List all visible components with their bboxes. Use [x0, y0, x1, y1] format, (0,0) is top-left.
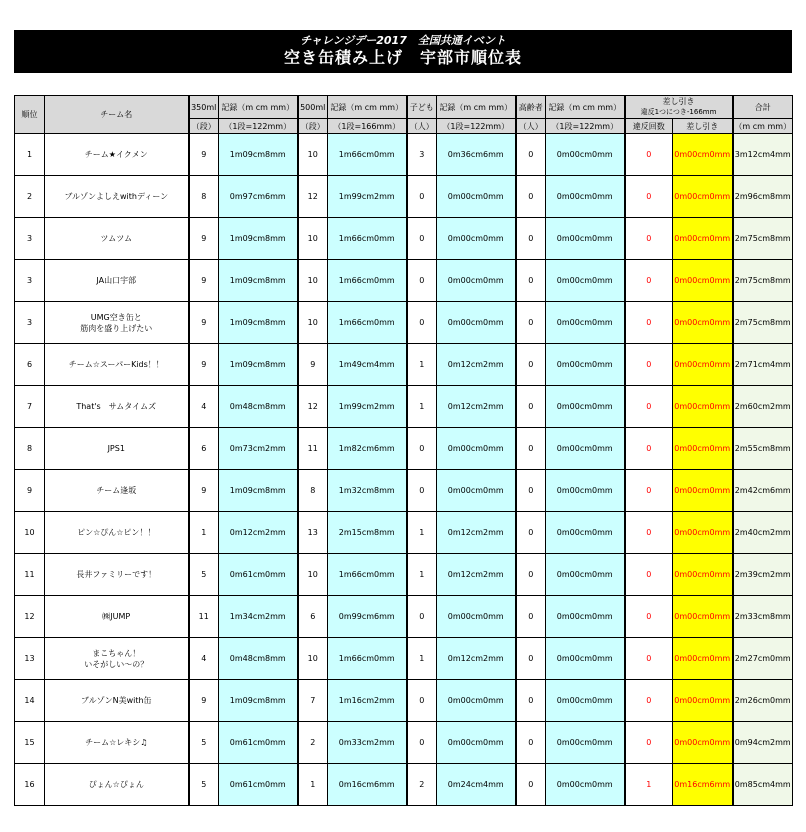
- team-name-cell: [45, 218, 189, 260]
- violations-cell: 0: [625, 428, 673, 470]
- record-500-cell: 1m66cm0mm: [328, 134, 407, 176]
- total-cell: 2m55cm8mm: [733, 428, 793, 470]
- kids-cell: 0: [407, 680, 437, 722]
- team-name-cell: [45, 302, 189, 344]
- cans-350-cell: 9: [189, 260, 219, 302]
- senior-cell: 0: [516, 386, 546, 428]
- team-name-cell: [45, 428, 189, 470]
- record-350-cell: 0m61cm0mm: [219, 722, 298, 764]
- record-kids-cell: 0m00cm0mm: [437, 596, 516, 638]
- kids-cell: 2: [407, 764, 437, 806]
- cans-500-cell: 11: [298, 428, 328, 470]
- table-row: [15, 302, 793, 344]
- table-row: [15, 680, 793, 722]
- team-name-line: ブルゾンよしえwithディーン: [64, 192, 169, 201]
- col-rank-header: 順位: [15, 96, 45, 134]
- record-kids-cell: 0m12cm2mm: [437, 554, 516, 596]
- deduct-cell: 0m00cm0mm: [673, 260, 733, 302]
- kids-cell: 1: [407, 638, 437, 680]
- kids-cell: 1: [407, 512, 437, 554]
- kids-cell: 0: [407, 218, 437, 260]
- col-350-unit: （段）: [189, 119, 219, 134]
- total-cell: 2m75cm8mm: [733, 260, 793, 302]
- record-kids-cell: 0m00cm0mm: [437, 722, 516, 764]
- deduct-cell: 0m16cm6mm: [673, 764, 733, 806]
- senior-cell: 0: [516, 134, 546, 176]
- table-row: [15, 344, 793, 386]
- col-reckids-unit: （1段=122mm）: [437, 119, 516, 134]
- cans-350-cell: 5: [189, 554, 219, 596]
- record-kids-cell: 0m00cm0mm: [437, 680, 516, 722]
- col-recsenior-unit: （1段=122mm）: [546, 119, 625, 134]
- senior-cell: 0: [516, 554, 546, 596]
- col-deduct-group-header: [625, 96, 733, 119]
- team-name-line: ぴょん☆ぴょん: [88, 780, 144, 789]
- team-name-cell: [45, 764, 189, 806]
- cans-500-cell: 12: [298, 386, 328, 428]
- cans-500-cell: 10: [298, 638, 328, 680]
- table-row: [15, 512, 793, 554]
- rank-cell: 1: [15, 134, 45, 176]
- violations-cell: 0: [625, 554, 673, 596]
- rank-cell: 7: [15, 386, 45, 428]
- record-500-cell: 1m66cm0mm: [328, 554, 407, 596]
- rank-cell: 3: [15, 302, 45, 344]
- record-500-cell: 1m66cm0mm: [328, 260, 407, 302]
- deduct-cell: 0m00cm0mm: [673, 302, 733, 344]
- rank-cell: 13: [15, 638, 45, 680]
- senior-cell: 0: [516, 428, 546, 470]
- cans-350-cell: 9: [189, 344, 219, 386]
- cans-350-cell: 11: [189, 596, 219, 638]
- violations-cell: 0: [625, 134, 673, 176]
- total-cell: 2m33cm8mm: [733, 596, 793, 638]
- rank-cell: 11: [15, 554, 45, 596]
- cans-500-cell: 8: [298, 470, 328, 512]
- rank-cell: 14: [15, 680, 45, 722]
- senior-cell: 0: [516, 680, 546, 722]
- cans-500-cell: 13: [298, 512, 328, 554]
- violations-cell: 0: [625, 512, 673, 554]
- cans-350-cell: 8: [189, 176, 219, 218]
- team-name-cell: [45, 470, 189, 512]
- violations-cell: 0: [625, 386, 673, 428]
- senior-cell: 0: [516, 302, 546, 344]
- cans-500-cell: 7: [298, 680, 328, 722]
- team-name-cell: [45, 260, 189, 302]
- deduct-cell: 0m00cm0mm: [673, 176, 733, 218]
- col-recsenior-header: 記録（m cm mm）: [546, 96, 625, 119]
- record-500-cell: 1m49cm4mm: [328, 344, 407, 386]
- record-senior-cell: 0m00cm0mm: [546, 260, 625, 302]
- deduct-cell: 0m00cm0mm: [673, 218, 733, 260]
- cans-350-cell: 5: [189, 764, 219, 806]
- rank-cell: 6: [15, 344, 45, 386]
- violations-cell: 0: [625, 176, 673, 218]
- deduct-cell: 0m00cm0mm: [673, 638, 733, 680]
- team-name-line: チーム☆レキシ♫: [85, 738, 148, 747]
- cans-350-cell: 9: [189, 680, 219, 722]
- total-cell: 3m12cm4mm: [733, 134, 793, 176]
- senior-cell: 0: [516, 260, 546, 302]
- record-senior-cell: 0m00cm0mm: [546, 638, 625, 680]
- kids-cell: 1: [407, 386, 437, 428]
- page-title: 空き缶積み上げ 宇部市順位表: [283, 48, 522, 67]
- cans-500-cell: 10: [298, 134, 328, 176]
- team-name-cell: [45, 344, 189, 386]
- senior-cell: 0: [516, 512, 546, 554]
- team-name-cell: [45, 596, 189, 638]
- deduct-cell: 0m00cm0mm: [673, 134, 733, 176]
- team-name-line: JPS1: [107, 444, 125, 453]
- table-row: [15, 428, 793, 470]
- header-row-top: [15, 96, 793, 119]
- table-row: [15, 554, 793, 596]
- cans-500-cell: 1: [298, 764, 328, 806]
- record-500-cell: 0m99cm6mm: [328, 596, 407, 638]
- team-name-line: ㈱JUMP: [102, 612, 131, 621]
- total-cell: 2m96cm8mm: [733, 176, 793, 218]
- team-name-cell: [45, 386, 189, 428]
- team-name-cell: [45, 134, 189, 176]
- rank-cell: 2: [15, 176, 45, 218]
- cans-350-cell: 9: [189, 218, 219, 260]
- record-senior-cell: 0m00cm0mm: [546, 386, 625, 428]
- team-name-line: 筋肉を盛り上げたい: [80, 323, 153, 333]
- col-violations-header: 違反回数: [625, 119, 673, 134]
- rank-cell: 16: [15, 764, 45, 806]
- table-row: [15, 764, 793, 806]
- violations-cell: 0: [625, 680, 673, 722]
- kids-cell: 0: [407, 260, 437, 302]
- record-500-cell: 1m99cm2mm: [328, 176, 407, 218]
- record-senior-cell: 0m00cm0mm: [546, 722, 625, 764]
- violations-cell: 0: [625, 344, 673, 386]
- cans-500-cell: 9: [298, 344, 328, 386]
- deduct-cell: 0m00cm0mm: [673, 680, 733, 722]
- kids-cell: 0: [407, 722, 437, 764]
- record-kids-cell: 0m00cm0mm: [437, 260, 516, 302]
- record-500-cell: 1m16cm2mm: [328, 680, 407, 722]
- senior-cell: 0: [516, 218, 546, 260]
- rank-cell: 15: [15, 722, 45, 764]
- kids-cell: 1: [407, 344, 437, 386]
- table-row: [15, 596, 793, 638]
- cans-350-cell: 4: [189, 638, 219, 680]
- record-senior-cell: 0m00cm0mm: [546, 764, 625, 806]
- record-500-cell: 1m82cm6mm: [328, 428, 407, 470]
- senior-cell: 0: [516, 722, 546, 764]
- record-500-cell: 1m99cm2mm: [328, 386, 407, 428]
- record-500-cell: 2m15cm8mm: [328, 512, 407, 554]
- cans-350-cell: 9: [189, 134, 219, 176]
- table-row: [15, 386, 793, 428]
- cans-350-cell: 1: [189, 512, 219, 554]
- team-name-line: いそがしい～の？: [84, 659, 149, 669]
- record-350-cell: 1m09cm8mm: [219, 680, 298, 722]
- col-total-unit: （m cm mm）: [733, 119, 793, 134]
- col-senior-unit: （人）: [516, 119, 546, 134]
- record-350-cell: 1m09cm8mm: [219, 344, 298, 386]
- deduct-cell: 0m00cm0mm: [673, 470, 733, 512]
- record-500-cell: 1m66cm0mm: [328, 302, 407, 344]
- record-kids-cell: 0m00cm0mm: [437, 470, 516, 512]
- record-350-cell: 1m09cm8mm: [219, 134, 298, 176]
- team-name-cell: [45, 512, 189, 554]
- team-name-cell: [45, 638, 189, 680]
- violations-cell: 0: [625, 638, 673, 680]
- total-cell: 2m60cm2mm: [733, 386, 793, 428]
- deduct-cell: 0m00cm0mm: [673, 554, 733, 596]
- total-cell: 2m75cm8mm: [733, 218, 793, 260]
- record-senior-cell: 0m00cm0mm: [546, 218, 625, 260]
- record-senior-cell: 0m00cm0mm: [546, 134, 625, 176]
- deduct-title: 差し引き: [662, 97, 695, 106]
- cans-500-cell: 10: [298, 554, 328, 596]
- col-rec500-header: 記録（m cm mm）: [328, 96, 407, 119]
- record-kids-cell: 0m12cm2mm: [437, 638, 516, 680]
- record-350-cell: 1m09cm8mm: [219, 218, 298, 260]
- record-350-cell: 0m48cm8mm: [219, 638, 298, 680]
- senior-cell: 0: [516, 638, 546, 680]
- total-cell: 2m71cm4mm: [733, 344, 793, 386]
- kids-cell: 0: [407, 428, 437, 470]
- record-senior-cell: 0m00cm0mm: [546, 680, 625, 722]
- record-kids-cell: 0m12cm2mm: [437, 344, 516, 386]
- total-cell: 0m85cm4mm: [733, 764, 793, 806]
- record-350-cell: 0m48cm8mm: [219, 386, 298, 428]
- record-senior-cell: 0m00cm0mm: [546, 554, 625, 596]
- rank-cell: 10: [15, 512, 45, 554]
- record-senior-cell: 0m00cm0mm: [546, 596, 625, 638]
- record-senior-cell: 0m00cm0mm: [546, 302, 625, 344]
- total-cell: 0m94cm2mm: [733, 722, 793, 764]
- record-kids-cell: 0m36cm6mm: [437, 134, 516, 176]
- record-senior-cell: 0m00cm0mm: [546, 470, 625, 512]
- senior-cell: 0: [516, 470, 546, 512]
- col-reckids-header: 記録（m cm mm）: [437, 96, 516, 119]
- table-row: [15, 260, 793, 302]
- record-500-cell: 0m16cm6mm: [328, 764, 407, 806]
- col-kids-header: 子ども: [407, 96, 437, 119]
- cans-500-cell: 2: [298, 722, 328, 764]
- col-rec350-unit: （1段=122mm）: [219, 119, 298, 134]
- record-350-cell: 1m09cm8mm: [219, 470, 298, 512]
- violations-cell: 0: [625, 596, 673, 638]
- record-senior-cell: 0m00cm0mm: [546, 176, 625, 218]
- table-row: [15, 218, 793, 260]
- violations-cell: 1: [625, 764, 673, 806]
- table-row: [15, 638, 793, 680]
- table-row: [15, 722, 793, 764]
- deduct-cell: 0m00cm0mm: [673, 344, 733, 386]
- table-row: [15, 470, 793, 512]
- team-name-line: チーム☆スーパーKids！！: [68, 360, 164, 369]
- cans-350-cell: 9: [189, 470, 219, 512]
- table-row: [15, 176, 793, 218]
- col-senior-header: 高齢者: [516, 96, 546, 119]
- rank-cell: 8: [15, 428, 45, 470]
- rank-cell: 12: [15, 596, 45, 638]
- record-kids-cell: 0m24cm4mm: [437, 764, 516, 806]
- team-name-cell: [45, 680, 189, 722]
- record-350-cell: 0m73cm2mm: [219, 428, 298, 470]
- table-row: [15, 134, 793, 176]
- record-kids-cell: 0m12cm2mm: [437, 512, 516, 554]
- record-senior-cell: 0m00cm0mm: [546, 428, 625, 470]
- cans-350-cell: 5: [189, 722, 219, 764]
- total-cell: 2m42cm6mm: [733, 470, 793, 512]
- violations-cell: 0: [625, 218, 673, 260]
- record-500-cell: 1m66cm0mm: [328, 638, 407, 680]
- deduct-cell: 0m00cm0mm: [673, 596, 733, 638]
- cans-350-cell: 6: [189, 428, 219, 470]
- team-name-line: チーム★イクメン: [84, 150, 148, 159]
- senior-cell: 0: [516, 764, 546, 806]
- record-kids-cell: 0m00cm0mm: [437, 176, 516, 218]
- kids-cell: 1: [407, 554, 437, 596]
- rank-cell: 3: [15, 260, 45, 302]
- cans-500-cell: 10: [298, 302, 328, 344]
- record-senior-cell: 0m00cm0mm: [546, 512, 625, 554]
- deduct-cell: 0m00cm0mm: [673, 428, 733, 470]
- col-500-unit: （段）: [298, 119, 328, 134]
- senior-cell: 0: [516, 596, 546, 638]
- total-cell: 2m40cm2mm: [733, 512, 793, 554]
- total-cell: 2m26cm0mm: [733, 680, 793, 722]
- cans-350-cell: 4: [189, 386, 219, 428]
- ranking-table: [14, 95, 793, 806]
- kids-cell: 3: [407, 134, 437, 176]
- team-name-line: ブルゾンN美with缶: [80, 696, 152, 705]
- col-500-header: 500ml: [298, 96, 328, 119]
- col-rec500-unit: （1段=166mm）: [328, 119, 407, 134]
- deduct-cell: 0m00cm0mm: [673, 386, 733, 428]
- team-name-cell: [45, 554, 189, 596]
- record-350-cell: 1m09cm8mm: [219, 302, 298, 344]
- record-500-cell: 1m32cm8mm: [328, 470, 407, 512]
- senior-cell: 0: [516, 344, 546, 386]
- record-350-cell: 0m97cm6mm: [219, 176, 298, 218]
- kids-cell: 0: [407, 302, 437, 344]
- kids-cell: 0: [407, 470, 437, 512]
- team-name-line: チーム逢坂: [96, 486, 137, 495]
- record-kids-cell: 0m00cm0mm: [437, 218, 516, 260]
- event-subtitle: チャレンジデー2017 全国共通イベント: [300, 34, 506, 47]
- record-senior-cell: 0m00cm0mm: [546, 344, 625, 386]
- violations-cell: 0: [625, 722, 673, 764]
- record-kids-cell: 0m00cm0mm: [437, 302, 516, 344]
- cans-350-cell: 9: [189, 302, 219, 344]
- record-500-cell: 1m66cm0mm: [328, 218, 407, 260]
- team-name-line: ツムツム: [100, 234, 133, 243]
- team-name-line: ピン☆ぴん☆ピン！！: [77, 528, 156, 537]
- team-name-line: That's サムタイムズ: [76, 402, 157, 411]
- violations-cell: 0: [625, 470, 673, 512]
- total-cell: 2m27cm0mm: [733, 638, 793, 680]
- violations-cell: 0: [625, 260, 673, 302]
- cans-500-cell: 10: [298, 260, 328, 302]
- col-team-header: チーム名: [45, 96, 189, 134]
- team-name-line: まこちゃん！: [92, 648, 141, 658]
- record-kids-cell: 0m12cm2mm: [437, 386, 516, 428]
- kids-cell: 0: [407, 176, 437, 218]
- record-500-cell: 0m33cm2mm: [328, 722, 407, 764]
- total-cell: 2m39cm2mm: [733, 554, 793, 596]
- rank-cell: 3: [15, 218, 45, 260]
- record-350-cell: 0m61cm0mm: [219, 764, 298, 806]
- deduct-cell: 0m00cm0mm: [673, 512, 733, 554]
- cans-500-cell: 12: [298, 176, 328, 218]
- rank-cell: 9: [15, 470, 45, 512]
- record-350-cell: 1m34cm2mm: [219, 596, 298, 638]
- record-kids-cell: 0m00cm0mm: [437, 428, 516, 470]
- col-kids-unit: （人）: [407, 119, 437, 134]
- record-350-cell: 0m12cm2mm: [219, 512, 298, 554]
- total-cell: 2m75cm8mm: [733, 302, 793, 344]
- cans-500-cell: 6: [298, 596, 328, 638]
- ranking-rows: [15, 134, 793, 806]
- col-total-header: 合計: [733, 96, 793, 119]
- record-350-cell: 0m61cm0mm: [219, 554, 298, 596]
- kids-cell: 0: [407, 596, 437, 638]
- deduct-cell: 0m00cm0mm: [673, 722, 733, 764]
- violations-cell: 0: [625, 302, 673, 344]
- team-name-cell: [45, 722, 189, 764]
- cans-500-cell: 10: [298, 218, 328, 260]
- record-350-cell: 1m09cm8mm: [219, 260, 298, 302]
- header-banner: [14, 30, 792, 73]
- team-name-line: JA山口宇部: [96, 276, 137, 285]
- col-rec350-header: 記録（m cm mm）: [219, 96, 298, 119]
- team-name-line: UMG空き缶と: [90, 312, 142, 322]
- col-350-header: 350ml: [189, 96, 219, 119]
- team-name-cell: [45, 176, 189, 218]
- col-deduct-header: 差し引き: [673, 119, 733, 134]
- deduct-note: 違反1つにつき-166mm: [640, 108, 717, 116]
- team-name-line: 長井ファミリーです！: [76, 570, 157, 579]
- senior-cell: 0: [516, 176, 546, 218]
